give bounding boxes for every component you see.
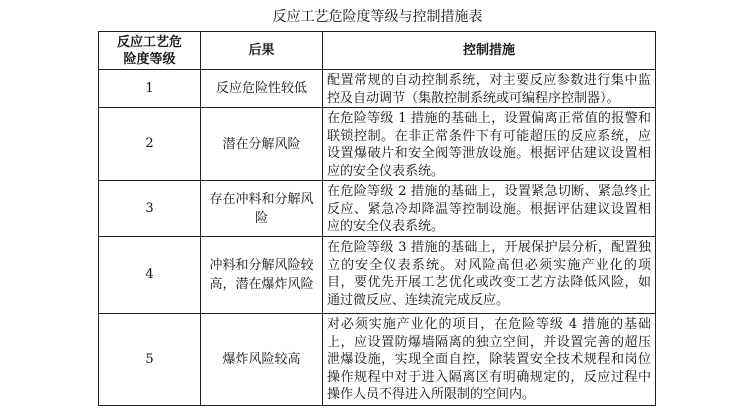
measure-cell: 对必须实施产业化的项目，在危险等级 4 措施的基础上，应设置防爆墙隔离的独立空间，并设置完善的超压泄爆设施，实现全面自控，除装置安全技术规程和岗位操作规程中对于进入隔离区有明确规定的，反应过程中操作人员不得进入所限制的空间内。 xyxy=(323,314,656,406)
result-cell: 潜在分解风险 xyxy=(201,108,323,181)
table-header-row xyxy=(99,32,656,70)
header-measures: 控制措施 xyxy=(323,32,656,70)
header-result: 后果 xyxy=(201,32,323,70)
result-cell: 冲料和分解风险较高，潜在爆炸风险 xyxy=(201,237,323,314)
table-row xyxy=(99,237,656,314)
table-row xyxy=(99,108,656,181)
table-row xyxy=(99,181,656,237)
table-row xyxy=(99,70,656,108)
level-cell: 3 xyxy=(99,181,201,237)
level-cell: 1 xyxy=(99,70,201,108)
measure-cell: 在危险等级 2 措施的基础上，设置紧急切断、紧急终止反应、紧急冷却降温等控制设施。根据评估建议设置相应的安全仪表系统。 xyxy=(323,181,656,237)
level-cell: 4 xyxy=(99,237,201,314)
header-level: 反应工艺危险度等级 xyxy=(99,32,201,70)
level-cell: 5 xyxy=(99,314,201,406)
hazard-control-table xyxy=(98,31,656,406)
result-cell: 爆炸风险较高 xyxy=(201,314,323,406)
table-caption: 反应工艺危险度等级与控制措施表 xyxy=(272,9,483,25)
result-cell: 反应危险性较低 xyxy=(201,70,323,108)
measure-cell: 在危险等级 3 措施的基础上，开展保护层分析，配置独立的安全仪表系统。对风险高但必须实施产业化的项目，要优先开展工艺优化或改变工艺方法降低风险，如通过微反应、连续流完成反应。 xyxy=(323,237,656,314)
result-cell: 存在冲料和分解风险 xyxy=(201,181,323,237)
measure-cell: 配置常规的自动控制系统，对主要反应参数进行集中监控及自动调节（集散控制系统或可编程序控制器）。 xyxy=(323,70,656,108)
level-cell: 2 xyxy=(99,108,201,181)
measure-cell: 在危险等级 1 措施的基础上，设置偏离正常值的报警和联锁控制。在非正常条件下有可能超压的反应系统，应设置爆破片和安全阀等泄放设施。根据评估建议设置相应的安全仪表系统。 xyxy=(323,108,656,181)
table-row xyxy=(99,314,656,406)
